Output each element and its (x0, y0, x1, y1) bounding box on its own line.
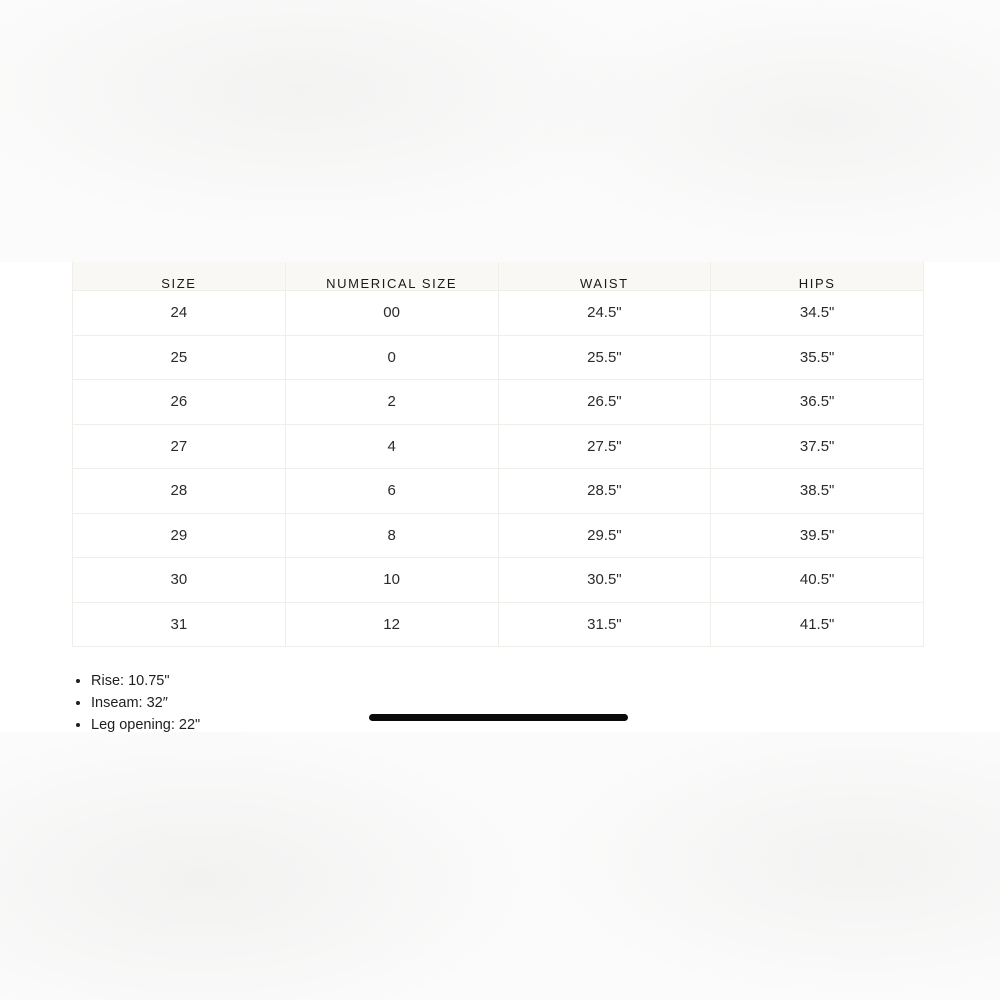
cell-hips: 39.5" (711, 513, 924, 558)
cell-waist: 27.5" (498, 424, 711, 469)
measurement-rise: • Rise: 10.75" (91, 670, 200, 692)
cell-hips: 35.5" (711, 335, 924, 380)
cell-numerical-size: 10 (285, 558, 498, 603)
table-row (73, 602, 924, 647)
cell-waist: 28.5" (498, 469, 711, 514)
phone-screen (0, 262, 1000, 732)
header-size: SIZE (73, 262, 286, 291)
header-hips: HIPS (711, 262, 924, 291)
table-row (73, 424, 924, 469)
cell-waist: 30.5" (498, 558, 711, 603)
measurement-leg-opening: • Leg opening: 22" (91, 714, 200, 736)
cell-size: 25 (73, 335, 286, 380)
cell-waist: 29.5" (498, 513, 711, 558)
cell-numerical-size: 2 (285, 380, 498, 425)
cell-numerical-size: 6 (285, 469, 498, 514)
table-row (73, 380, 924, 425)
cell-hips: 40.5" (711, 558, 924, 603)
cell-hips: 38.5" (711, 469, 924, 514)
cell-size: 26 (73, 380, 286, 425)
cell-hips: 36.5" (711, 380, 924, 425)
cell-numerical-size: 4 (285, 424, 498, 469)
cell-hips: 34.5" (711, 291, 924, 336)
table-row (73, 291, 924, 336)
table-row (73, 335, 924, 380)
cell-numerical-size: 12 (285, 602, 498, 647)
cell-numerical-size: 00 (285, 291, 498, 336)
table-row (73, 513, 924, 558)
cell-hips: 41.5" (711, 602, 924, 647)
cell-waist: 24.5" (498, 291, 711, 336)
size-chart-header-row (73, 262, 924, 291)
size-chart-table (72, 262, 924, 647)
cell-waist: 31.5" (498, 602, 711, 647)
cell-numerical-size: 0 (285, 335, 498, 380)
cell-hips: 37.5" (711, 424, 924, 469)
measurement-inseam: • Inseam: 32″ (91, 692, 200, 714)
cell-size: 24 (73, 291, 286, 336)
cell-waist: 25.5" (498, 335, 711, 380)
cell-size: 27 (73, 424, 286, 469)
cell-size: 28 (73, 469, 286, 514)
home-indicator-bar[interactable] (369, 714, 628, 721)
cell-size: 31 (73, 602, 286, 647)
header-numerical-size: NUMERICAL SIZE (285, 262, 498, 291)
table-row (73, 558, 924, 603)
cell-numerical-size: 8 (285, 513, 498, 558)
cell-size: 30 (73, 558, 286, 603)
cell-size: 29 (73, 513, 286, 558)
table-row (73, 469, 924, 514)
cell-waist: 26.5" (498, 380, 711, 425)
measurements-list (72, 670, 201, 733)
header-waist: WAIST (498, 262, 711, 291)
